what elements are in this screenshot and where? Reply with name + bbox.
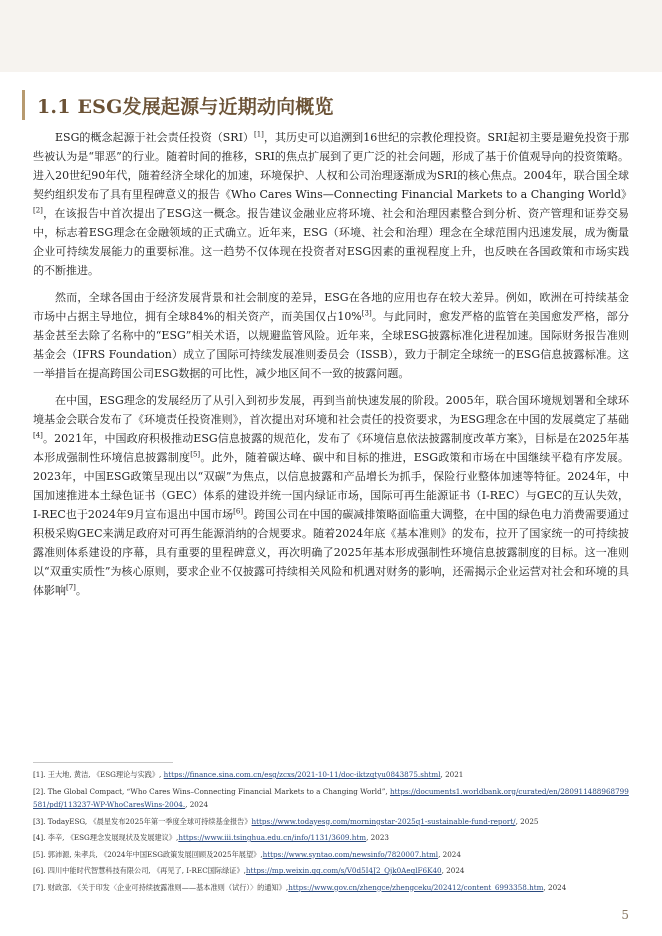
reference-text: [5]. 郭沛源, 朱孝兵, 《2024年中国ESG政策发展回顾及2025年展望》, (33, 849, 263, 859)
footnote-marker[interactable]: [3] (361, 309, 372, 318)
references-list (33, 768, 633, 897)
reference-text: [4]. 李辛, 《ESG理念发展现状及发展建议》, (33, 833, 179, 842)
paragraph-text: ESG的概念起源于社会责任投资（SRI） (55, 131, 254, 144)
footnote-marker[interactable]: [5] (190, 450, 201, 459)
paragraph-text: ，在该报告中首次提出了ESG这一概念。报告建议金融业应将环境、社会和治理因素整合到分析、资产管理和证券交易中，标志着ESG理念在金融领域的正式确立。近年来，ESG（环境、社会和治理）理念在全球范围内迅速发展，成为衡量企业可持续发展能力的重要标准。这一趋势不仅体现在投资者对ESG因素的重视程度上升，也反映在各国政策和市场实践的不断推进。 (33, 207, 629, 277)
paragraph-text: 。此外，随着碳达峰、碳中和目标的推进，ESG政策和市场在中国继续平稳有序发展。2023年，中国ESG政策呈现出以“双碳”为焦点，以信息披露和产品增长为抓手，保险行业整体加速等特征。2024年，中国加速推进本土绿色证书（GEC）体系的建设并统一国内绿证市场，国际可再生能源证书（I-REC）与GEC的互认失效，I-REC也于2024年9月宣布退出中国市场 (33, 451, 629, 521)
footnote-marker[interactable]: [6] (233, 507, 244, 516)
body-text (33, 128, 633, 608)
page-number: 5 (621, 908, 629, 922)
paragraph-text: ，其历史可以追溯到16世纪的宗教伦理投资。SRI起初主要是避免投资于那些被认为是“罪恶”的行业。随着时间的推移，SRI的焦点扩展到了更广泛的社会问题，形成了基于价值观导向的投资策略。进入20世纪90年代，随着经济全球化的加速，环境保护、人权和公司治理逐渐成为SRI的核心焦点。2004年，联合国全球契约组织发布了具有里程碑意义的报告《Who Cares Wins—Connecting Financial Markets to a Changing World》 (33, 131, 633, 201)
reference-year: , 2025 (515, 816, 539, 826)
section-heading (22, 89, 334, 121)
footnote-marker[interactable]: [7] (66, 583, 76, 592)
reference-text: [6]. 四川中能时代智慧科技有限公司, 《再见了, I-REC国际绿证》, (33, 866, 246, 875)
reference-text: [7]. 财政部, 《关于印发〈企业可持续披露准则——基本准则（试行）〉的通知》, (33, 882, 289, 892)
reference-year: , 2024 (543, 882, 567, 892)
reference-item (33, 881, 633, 895)
reference-text: [2]. The Global Compact, “Who Cares Wins–Connecting Financial Markets to a Changing World”, (33, 786, 390, 796)
body-paragraph (33, 288, 629, 383)
body-paragraph (33, 391, 629, 600)
footnote-marker[interactable]: [1] (253, 130, 264, 139)
reference-item (33, 848, 633, 862)
reference-text: [1]. 王大地, 黄洁, 《ESG理论与实践》, (33, 770, 164, 779)
top-band (0, 0, 662, 72)
reference-link[interactable]: https://www.iii.tsinghua.edu.cn/info/1131/3609.htm (178, 833, 367, 842)
paragraph-text: 然而，全球各国由于经济发展背景和社会制度的差异，ESG在各地的应用也存在较大差异。例如，欧洲在可持续基金市场中占据主导地位，拥有全球84%的相关资产，而美国仅占10% (33, 291, 629, 323)
reference-item (33, 768, 633, 782)
reference-link[interactable]: https://finance.sina.com.cn/esg/zcxs/2021-10-11/doc-iktzqtyu0843875.shtml (163, 770, 441, 779)
section-title: 1.1 ESG发展起源与近期动向概览 (37, 95, 334, 118)
reference-year: , 2024 (185, 800, 209, 809)
paragraph-text: 在中国，ESG理念的发展经历了从引入到初步发展，再到当前快速发展的阶段。2005年，联合国环境规划署和全球环境基金会联合发布了《环境责任投资准则》，首次提出对环境和社会责任的投资要求，为ESG理念在中国的发展奠定了基础 (33, 394, 629, 426)
paragraph-text: 。 (75, 584, 87, 597)
reference-year: , 2024 (441, 866, 465, 875)
reference-item (33, 785, 633, 812)
reference-year: , 2024 (438, 849, 461, 859)
reference-item (33, 815, 633, 829)
reference-item (33, 831, 633, 845)
reference-item (33, 864, 633, 878)
reference-link[interactable]: https://www.gov.cn/zhengce/zhengceku/202412/content_6993358.htm (288, 882, 544, 892)
paragraph-text: 。与此同时，愈发严格的监管在美国愈发严格，部分基金甚至去除了名称中的“ESG”相关术语，以规避监管风险。近年来，全球ESG披露标准化进程加速。国际财务报告准则基金会（IFRS Foundation）成立了国际可持续发展准则委员会（ISSB），致力于制定全球统一的ESG信息披露标准。这一举措旨在提高跨国公司ESG数据的可比性，减少地区间不一致的披露问题。 (33, 310, 629, 380)
footnote-marker[interactable]: [4] (33, 431, 43, 440)
footnote-marker[interactable]: [2] (33, 206, 43, 215)
reference-link[interactable]: https://www.syntao.com/newsinfo/7820007.html (262, 849, 439, 859)
paragraph-text: 。跨国公司在中国的碳减排策略面临重大调整，在中国的绿色电力消费需要通过积极采购GEC来满足政府对可再生能源消纳的合规要求。随着2024年底《基本准则》的发布，拉开了国家统一的可持续披露准则体系建设的序幕，具有重要的里程碑意义，再次明确了2025年基本形成强制性环境信息披露制度的目标。这一准则以“双重实质性”为核心原则，要求企业不仅披露可持续相关风险和机遇对财务的影响，还需揭示企业运营对社会和环境的具体影响 (33, 508, 629, 597)
reference-year: , 2021 (440, 770, 464, 779)
reference-link[interactable]: https://www.todayesg.com/morningstar-2025q1-sustainable-fund-report/ (251, 816, 516, 826)
heading-accent-bar (22, 90, 25, 120)
reference-link[interactable]: https://documents1.worldbank.org/curated/en/280911488968799581/pdf/113237-WP-WhoCaresWins-2004. (33, 786, 629, 809)
paragraph-text: 。2021年，中国政府积极推动ESG信息披露的规范化，发布了《环境信息依法披露制度改革方案》，目标是在2025年基本形成强制性环境信息披露制度 (33, 432, 629, 464)
reference-year: , 2023 (366, 833, 389, 842)
footnote-divider (33, 762, 173, 763)
reference-text: [3]. TodayESG, 《晨星发布2025年第一季度全球可持续基金报告》 (33, 816, 252, 826)
reference-link[interactable]: https://mp.weixin.qq.com/s/V0d5I4J2_Qjk0AeqlF6K40 (245, 866, 442, 875)
body-paragraph (33, 128, 633, 280)
